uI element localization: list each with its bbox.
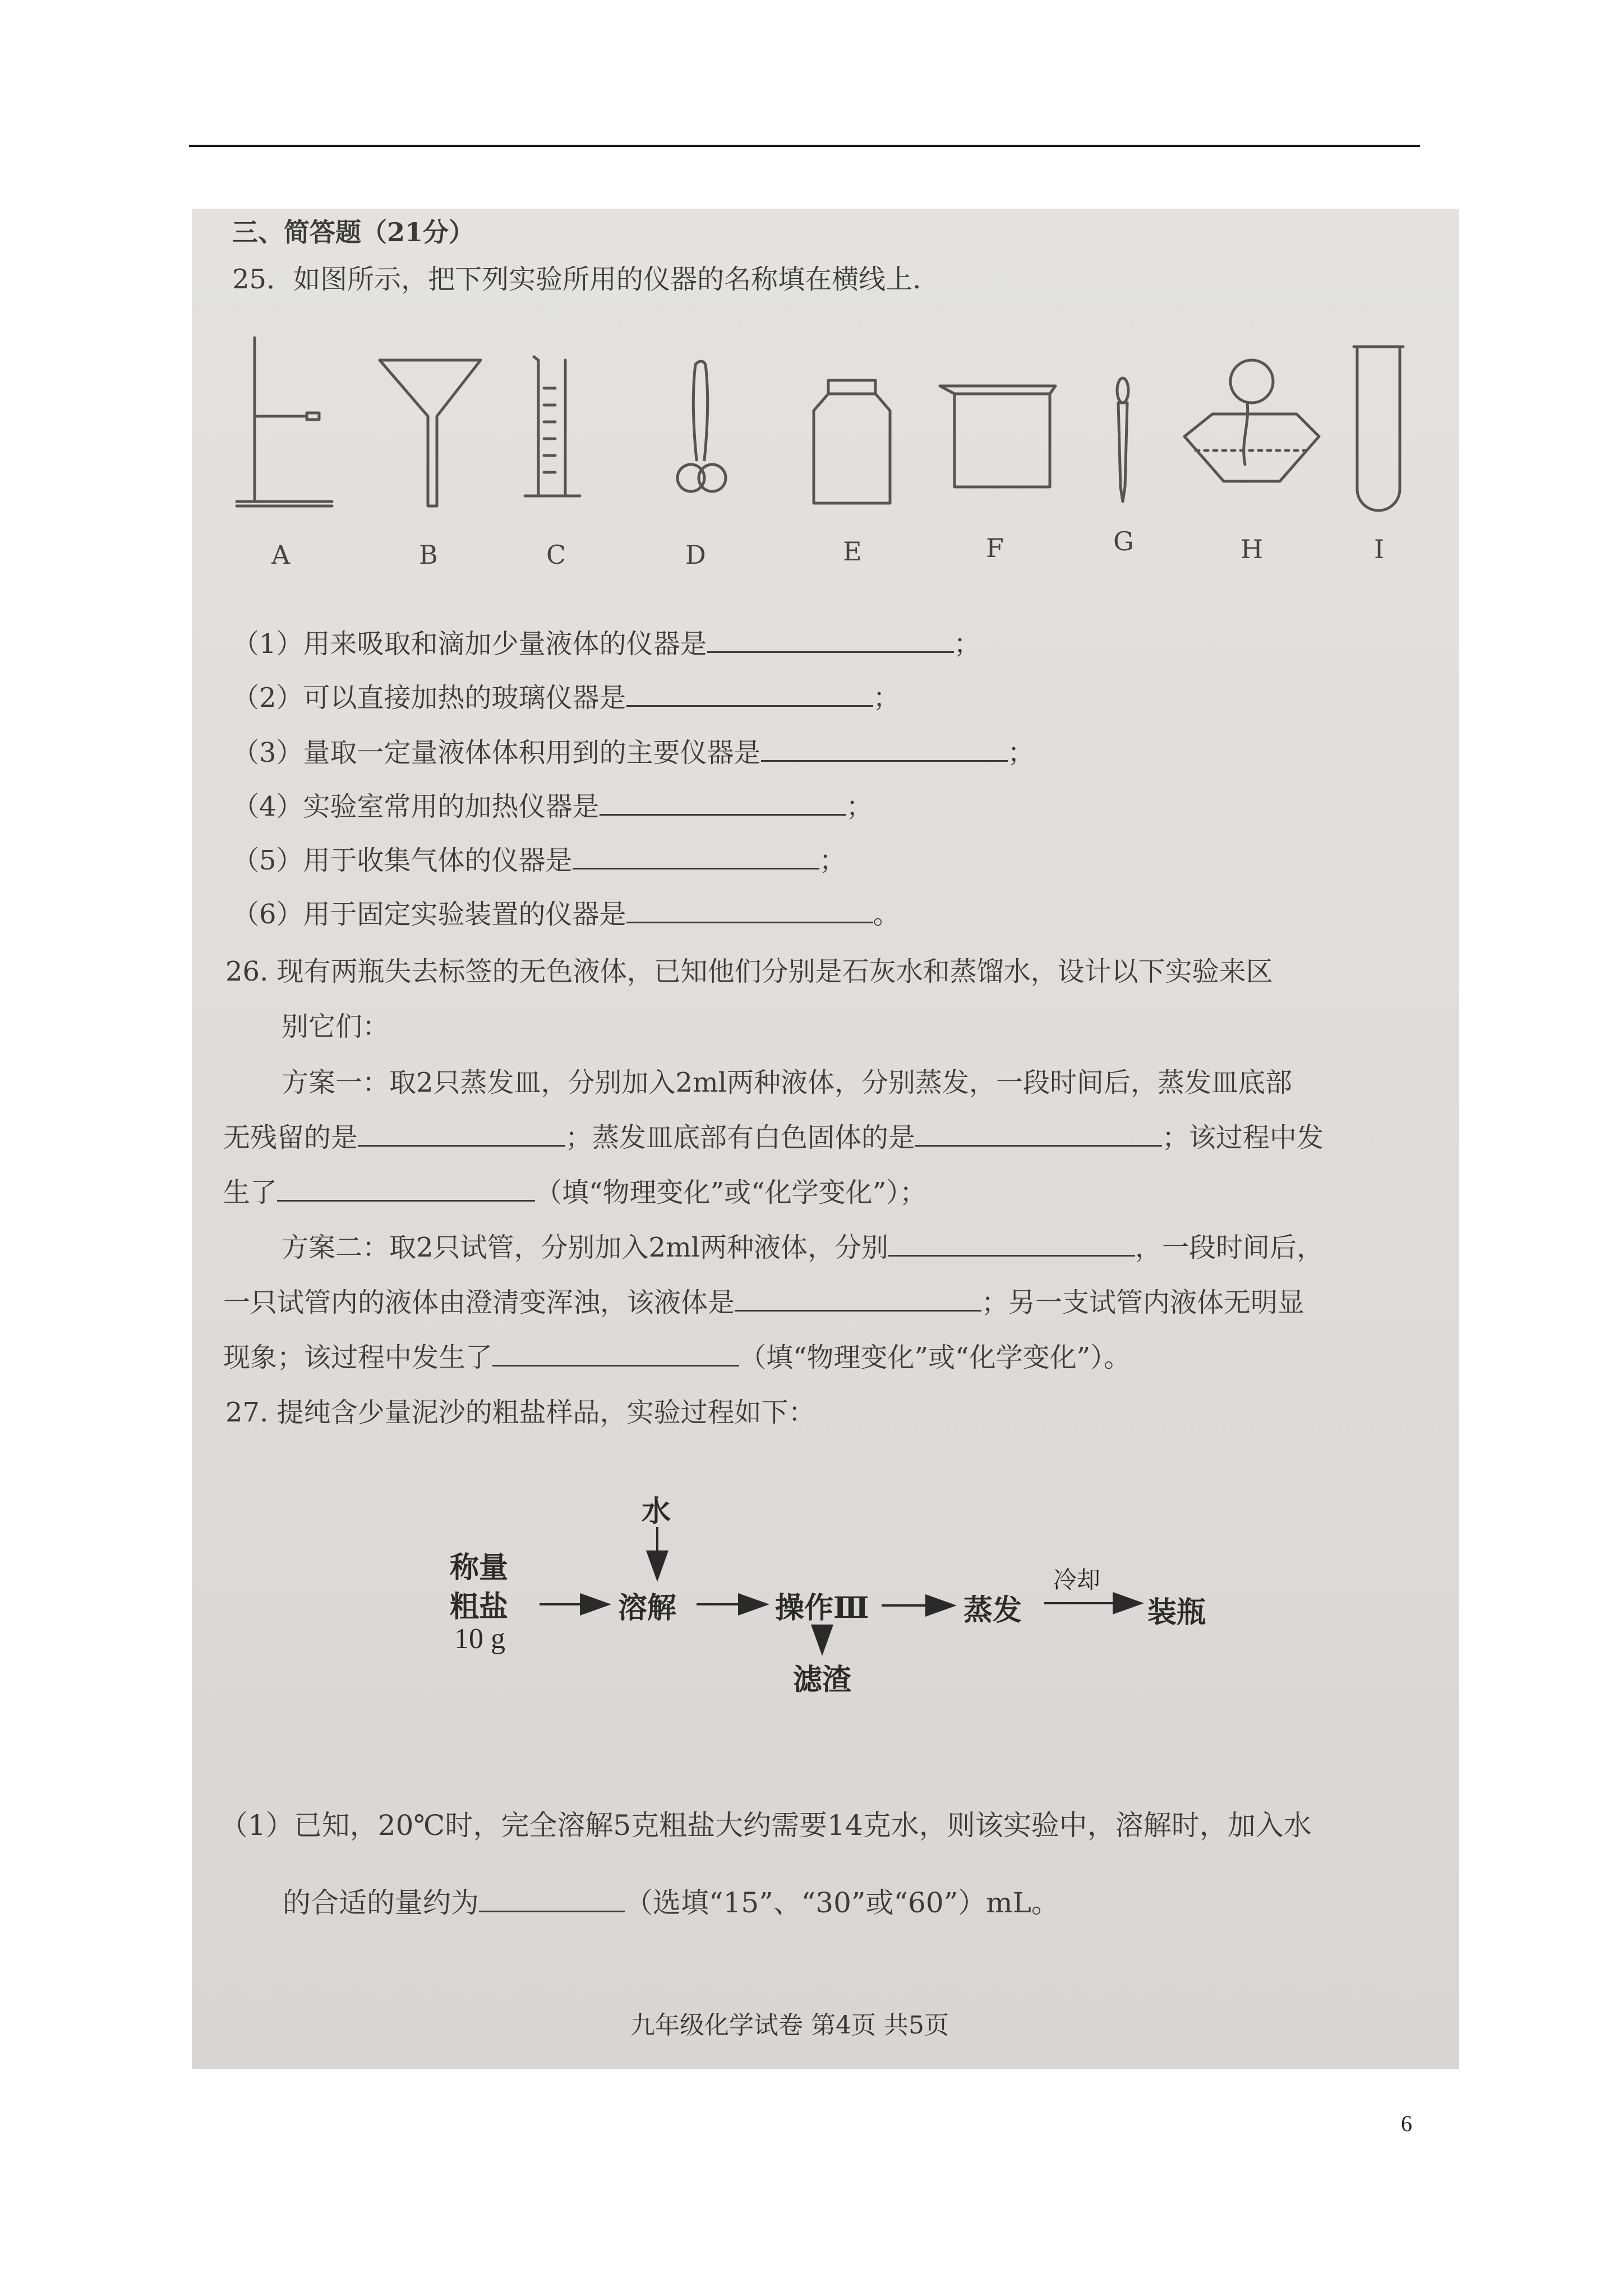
page-number: 6 <box>1401 2111 1412 2136</box>
answer-blank[interactable] <box>479 1888 625 1912</box>
q27-sub1-line2: 的合适的量约为 （选填“15”、“30”或“60”）mL。 <box>283 1887 1059 1919</box>
flow-operation-3: 操作Ⅲ <box>775 1591 869 1625</box>
label-g: G <box>1113 526 1134 556</box>
flow-cool: 冷却 <box>1053 1566 1101 1594</box>
q27-stem: 27. 提纯含少量泥沙的粗盐样品，实验过程如下： <box>225 1397 815 1428</box>
q26-line2: 别它们： <box>282 1011 390 1042</box>
flow-residue: 滤渣 <box>793 1663 852 1697</box>
q25-item-4: （4）实验室常用的加热仪器是 ； <box>232 791 873 822</box>
section-title: 三、简答题（21分） <box>232 217 475 247</box>
q26-plan2-line3: 现象；该过程中发生了 （填“物理变化”或“化学变化”）。 <box>223 1342 1131 1373</box>
q25-stem: 25．如图所示，把下列实验所用的仪器的名称填在横线上. <box>232 264 921 295</box>
q25-item-3: （3）量取一定量液体体积用到的主要仪器是 ； <box>232 737 1035 769</box>
label-h: H <box>1241 534 1264 564</box>
flow-weigh-3: 10 g <box>454 1623 505 1655</box>
flow-weigh-1: 称量 <box>450 1550 509 1585</box>
flow-weigh-2: 粗盐 <box>450 1590 509 1624</box>
flow-dissolve: 溶解 <box>618 1591 677 1625</box>
exam-footer: 九年级化学试卷 第4页 共5页 <box>630 2011 949 2040</box>
q27-sub1-line1: （1）已知，20℃时，完全溶解5克粗盐大约需要14克水，则该实验中，溶解时，加入水 <box>220 1809 1312 1842</box>
flow-bottle: 装瓶 <box>1147 1595 1206 1630</box>
label-e: E <box>843 536 862 567</box>
q25-item-1: （1）用来吸取和滴加少量液体的仪器是 ； <box>232 628 981 660</box>
label-d: D <box>685 540 706 570</box>
q25-item-5: （5）用于收集气体的仪器是 ； <box>232 845 846 876</box>
label-i: I <box>1374 534 1385 564</box>
q26-plan2-line2: 一只试管内的液体由澄清变浑浊，该液体是 ；另一支试管内液体无明显 <box>223 1287 1305 1318</box>
q26-plan1-line1: 方案一：取2只蒸发皿，分别加入2ml两种液体，分别蒸发，一段时间后，蒸发皿底部 <box>282 1067 1292 1098</box>
flow-arrows <box>192 209 1459 2069</box>
q25-item-2: （2）可以直接加热的玻璃仪器是 ； <box>232 682 900 714</box>
scanned-exam-page <box>192 209 1459 2069</box>
label-a: A <box>271 540 291 570</box>
q25-item-6: （6）用于固定实验装置的仪器是 。 <box>232 899 900 930</box>
label-c: C <box>546 540 566 570</box>
q26-plan1-line2: 无残留的是 ；蒸发皿底部有白色固体的是 ；该过程中发 <box>223 1122 1324 1153</box>
flow-evaporate: 蒸发 <box>963 1593 1022 1627</box>
header-rule <box>189 145 1420 147</box>
q26-plan2-line1: 方案二：取2只试管，分别加入2ml两种液体，分别 ，一段时间后， <box>282 1232 1324 1263</box>
q26-line1: 26. 现有两瓶失去标签的无色液体，已知他们分别是石灰水和蒸馏水，设计以下实验来区 <box>225 956 1273 987</box>
label-f: F <box>986 533 1004 563</box>
label-b: B <box>419 540 438 570</box>
flow-water: 水 <box>642 1494 671 1529</box>
q26-plan1-line3: 生了 （填“物理变化”或“化学变化”）； <box>223 1177 927 1208</box>
